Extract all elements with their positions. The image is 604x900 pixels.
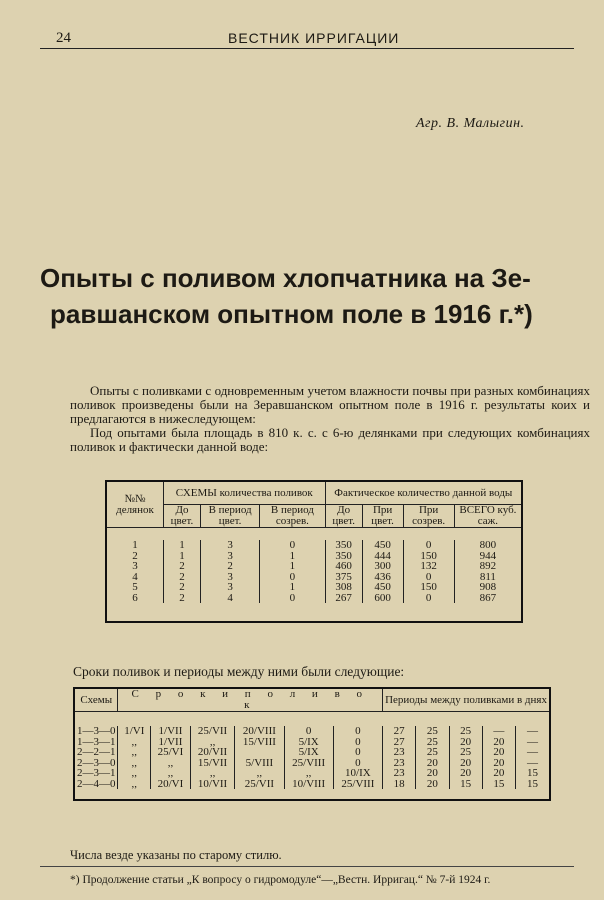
- table-row: 6 2 4 0 267 600 0 867: [106, 593, 522, 604]
- th-col: До цвет.: [325, 505, 362, 528]
- note: Числа везде указаны по старому стилю.: [70, 848, 282, 862]
- subheading: Сроки поливок и периоды между ними были следующие:: [73, 664, 405, 679]
- table-row: 1 1 3 0 350 450 0 800: [106, 540, 522, 551]
- journal-title: ВЕСТНИК ИРРИГАЦИИ: [228, 30, 400, 46]
- article-title: [40, 260, 580, 332]
- table-row: 2—2—1 ,, 25/VI 20/VII 5/IX 0 23 25 25 20 —: [74, 747, 550, 758]
- running-header: [40, 28, 574, 49]
- th-scheme: Схемы: [74, 688, 118, 712]
- th-schemes: СХЕМЫ количества поливок: [163, 481, 325, 505]
- th-actual: Фактическое количество данной воды: [325, 481, 522, 505]
- table-row: 5 2 3 1 308 450 150 908: [106, 582, 522, 593]
- th-col: В период созрев.: [260, 505, 325, 528]
- table-row: 2—3—1 ,, ,, ,, ,, ,, 10/IX 23 20 20 20 15: [74, 768, 550, 779]
- table-row: 1—3—1 ,, 1/VII ,, 15/VIII 5/IX 0 27 25 20 20 —: [74, 737, 550, 748]
- th-col: До цвет.: [163, 505, 200, 528]
- table-row: 3 2 2 1 460 300 132 892: [106, 561, 522, 572]
- table-row: 1—3—0 1/VI 1/VII 25/VII 20/VIII 0 0 27 25 25 — —: [74, 726, 550, 737]
- table-row: 2—3—0 ,, ,, 15/VII 5/VIII 25/VIII 0 23 20 20 20 —: [74, 758, 550, 769]
- title-line-2: равшанском опытном поле в 1916 г.*): [50, 299, 533, 329]
- footnote-rule: [40, 866, 574, 867]
- table-row: 2—4—0 ,, 20/VI 10/VII 25/VII 10/VIII 25/VIII 18 20 15 15 15: [74, 779, 550, 790]
- author: Агр. В. Малыгин.: [416, 116, 525, 131]
- table-row: 4 2 3 0 375 436 0 811: [106, 572, 522, 583]
- intro-paragraph: Опыты с поливками с одновременным учетом влажности почвы при разных комбинациях поливок произведены были на Зеравшанском опытном поле в 1916 г. результаты коих и предлагаются в нижеследующем:: [70, 383, 590, 426]
- page-number: 24: [56, 30, 71, 46]
- th-periods: Периоды между поливками в днях: [383, 688, 550, 712]
- schemes-table: [105, 480, 523, 623]
- th-col: ВСЕГО куб. саж.: [454, 505, 522, 528]
- intro-paragraph-2: Под опытами была площадь в 810 к. с. с 6-ю делянками при следующих комбинациях поливок и фактически данной воде:: [70, 425, 590, 454]
- table-row: 2 1 3 1 350 444 150 944: [106, 551, 522, 562]
- irrigation-dates-table: [73, 687, 551, 801]
- th-col: При цвет.: [362, 505, 403, 528]
- th-plot: №№ делянок: [106, 481, 163, 528]
- th-dates: С р о к и п о л и в о к: [118, 688, 383, 712]
- th-col: В период цвет.: [201, 505, 260, 528]
- title-line-1: Опыты с поливом хлопчатника на Зе-: [40, 263, 531, 293]
- th-col: При созрев.: [403, 505, 454, 528]
- footnote: *) Продолжение статьи „К вопросу о гидромодуле“—„Вестн. Ирригац.“ № 7-й 1924 г.: [70, 874, 491, 886]
